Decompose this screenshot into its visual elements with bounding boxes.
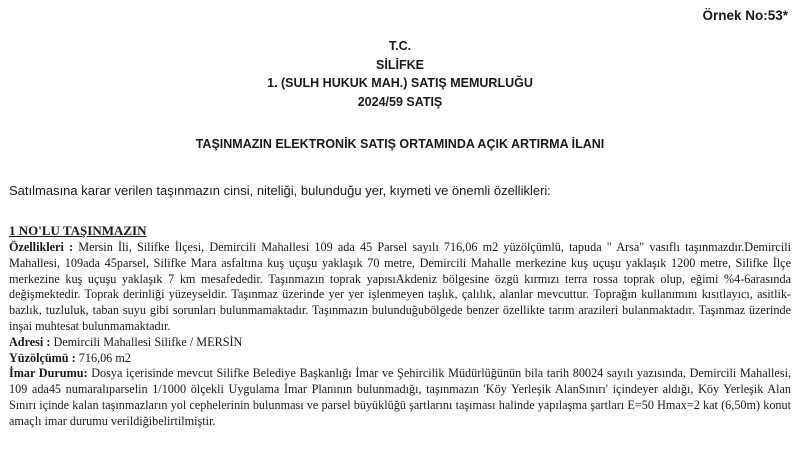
zoning-text: Dosya içerisinde mevcut Silifke Belediye Başkanlığı İmar ve Şehircilik Müdürlüğünün bila tarih 80024 sayılı yazısında, Demircili Mahallesi, 109 ada45 numaralıparselin 1/1000 ölçekli Uygulama İmar Planının bulunmadığı, taşınmazın 'Köy Yerleşik AlanSınırı' içindeyer aldığı, Köy Yerleşik Alan Sınırı içinde kalan taşınmazların yol cephelerinin bulunması ve parsel büyüklüğü şartlarını taşıması halinde yapılaşma şartları E=50 Hmax=2 kat (6,50m) konut amaçlı imar durumu verildiğibelirtilmiştir. [9,366,792,428]
header-line-office: 1. (SULH HUKUK MAH.) SATIŞ MEMURLUĞU [267,76,533,90]
area-text: 716,06 m2 [75,350,131,365]
features-label: Özellikleri : [9,240,74,254]
area-label: Yüzölçümü : [9,350,76,365]
features-paragraph [9,240,791,335]
document-title: TAŞINMAZIN ELEKTRONİK SATIŞ ORTAMINDA AÇIK ARTIRMA İLANI [195,137,605,151]
address-label: Adresi : [9,334,51,349]
document-header [0,37,800,111]
zoning-label: İmar Durumu: [9,366,88,381]
header-line-tc: T.C. [388,39,412,53]
zoning-paragraph [9,366,791,429]
intro-text: Satılmasına karar verilen taşınmazın cinsi, niteliği, bulunduğu yer, kıymeti ve önemli özellikleri: [9,183,551,198]
header-line-case-number: 2024/59 SATIŞ [357,94,443,109]
property-details [9,240,791,430]
property-heading: 1 NO'LU TAŞINMAZIN [9,223,147,238]
address-paragraph [9,335,791,351]
example-number: Örnek No:53* [702,8,788,23]
address-text: Demircili Mahallesi Silifke / MERSİN [50,334,243,349]
header-line-silifke: SİLİFKE [376,57,424,72]
area-paragraph [9,351,791,367]
features-text: Mersin İli, Silifke İlçesi, Demircili Mahallesi 109 ada 45 Parsel sayılı 716,06 m2 yüzölçümlü, tapuda " Arsa" vasıflı taşınmazdır.Demircili Mahallesi, 109ada 45parsel, Silifke Mara asfaltına kuş uçuşu yaklaşık 70 metre, Demircili Mahalle merkezine kuş uçuşu yaklaşık 1200 metre, Silifke İlçe merkezine kuş uçuşu yaklaşık 7 km mesafededir. Taşınmazın toprak yapısıAkdeniz bölgesine özgü kırmızı terra rossa toprak olup, eğimi %4-6arasında değişmektedir. Toprak derinliği yüzeyseldir. Taşınmaz üzerinde yer yer işlenmeyen taşlık, çalılık, alanlar mevcuttur. Toprağın kullanımını kısıtlayıcı, asitlik- bazlık, tuzluluk, taban suyu gibi sorunları bulunmamaktadır. Taşınmazın bulunduğubölgede benzer özellikte tarım arazileri bulanmaktadır. Taşınmaz üzerinde inşai muhtesat bulunmamaktadır. [9,240,791,333]
